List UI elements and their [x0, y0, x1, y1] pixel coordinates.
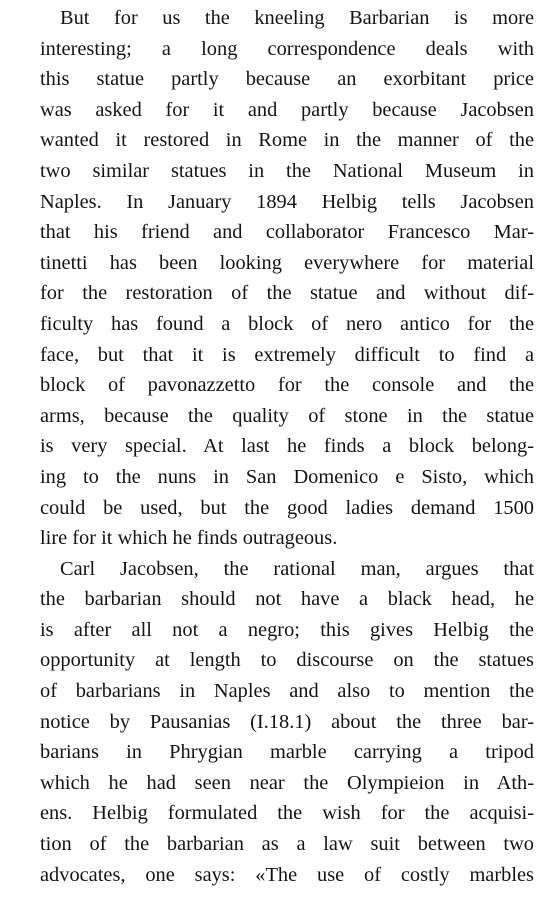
text-line: block of pavonazzetto for the console and the	[40, 374, 534, 397]
text-line: lire for it which he finds outrageous.	[40, 527, 338, 550]
text-line: arms, because the quality of stone in the statue	[40, 404, 534, 427]
text-line: two similar statues in the National Museum in	[40, 159, 534, 182]
text-line: opportunity at length to discourse on the statues	[40, 649, 534, 672]
text-line: interesting; a long correspondence deals with	[40, 37, 534, 60]
text-line: tion of the barbarian as a law suit between two	[40, 833, 534, 856]
text-line: ficulty has found a block of nero antico for the	[40, 312, 534, 335]
text-line: notice by Pausanias (I.18.1) about the three bar-	[40, 710, 534, 733]
text-line: was asked for it and partly because Jacobsen	[40, 98, 534, 121]
text-line: tinetti has been looking everywhere for material	[40, 251, 534, 274]
text-line: Carl Jacobsen, the rational man, argues that	[60, 557, 534, 580]
text-line: ens. Helbig formulated the wish for the acquisi-	[40, 802, 534, 825]
text-line: advocates, one says: «The use of costly marbles	[40, 863, 534, 886]
text-line: is after all not a negro; this gives Helbig the	[40, 618, 534, 641]
text-line: that his friend and collaborator Francesco Mar-	[40, 221, 534, 244]
text-line: ing to the nuns in San Domenico e Sisto, which	[40, 465, 534, 488]
text-line: barians in Phrygian marble carrying a tripod	[40, 741, 534, 764]
text-line: of barbarians in Naples and also to mention the	[40, 680, 534, 703]
text-line: face, but that it is extremely difficult to find a	[40, 343, 534, 366]
text-line: Naples. In January 1894 Helbig tells Jacobsen	[40, 190, 534, 213]
paragraph-2	[40, 554, 534, 891]
text-line: is very special. At last he finds a block belong-	[40, 435, 534, 458]
text-line: this statue partly because an exorbitant price	[40, 68, 534, 91]
text-line: the barbarian should not have a black head, he	[40, 588, 534, 611]
document-page	[40, 0, 534, 890]
text-line: for the restoration of the statue and without dif-	[40, 282, 534, 305]
text-line: could be used, but the good ladies demand 1500	[40, 496, 534, 519]
text-line: which he had seen near the Olympieion in Ath-	[40, 771, 534, 794]
text-line: But for us the kneeling Barbarian is more	[60, 7, 534, 29]
paragraph-1	[40, 3, 534, 554]
text-line: wanted it restored in Rome in the manner of the	[40, 129, 534, 152]
